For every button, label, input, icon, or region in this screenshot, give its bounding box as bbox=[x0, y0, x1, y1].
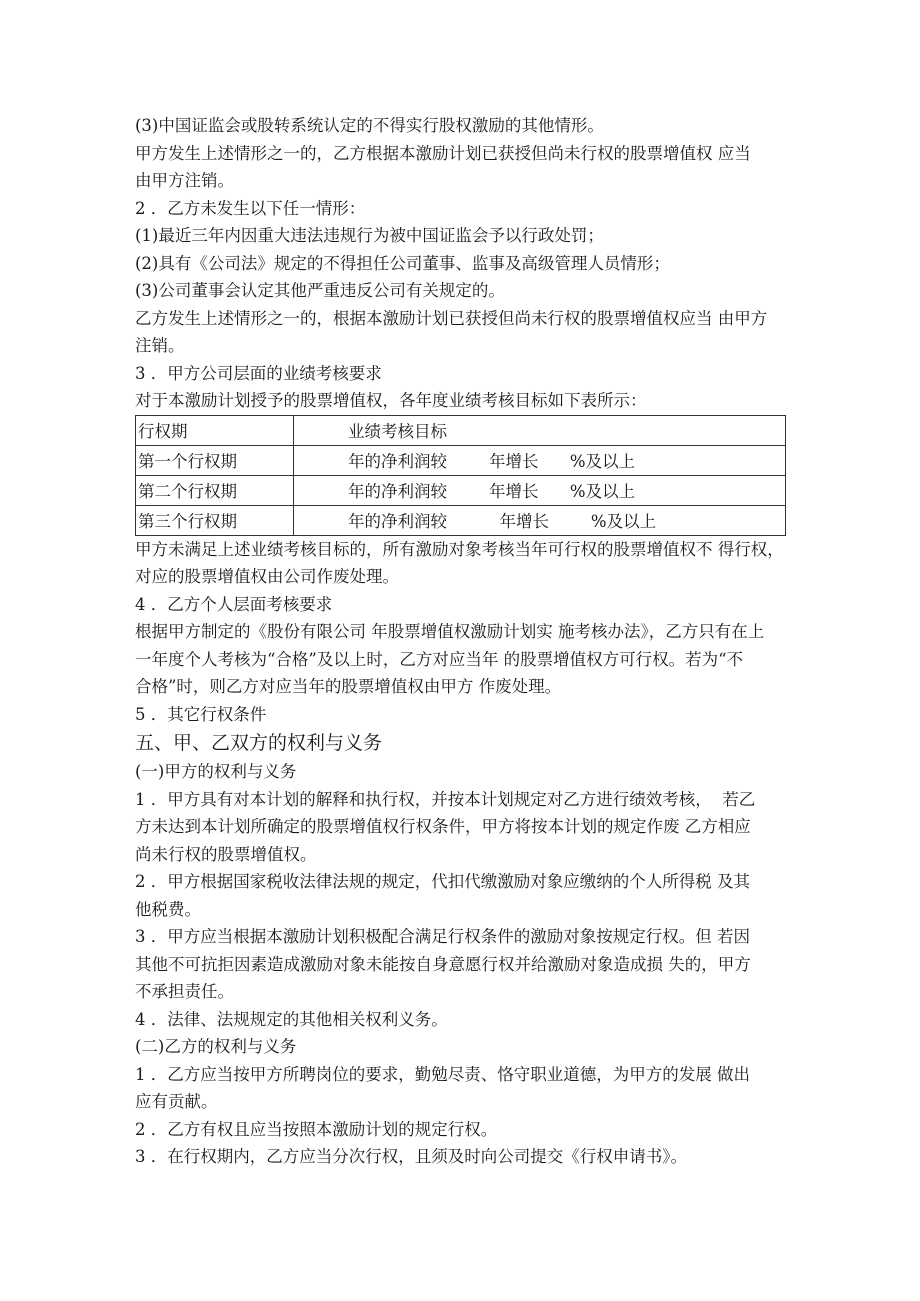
text-line: 2 ．乙方有权且应当按照本激励计划的规定行权。 bbox=[135, 1119, 498, 1139]
text-line: (1)最近三年内因重大违法违规行为被中国证监会予以行政处罚； bbox=[135, 226, 604, 245]
table-cell-period: 第二个行权期 bbox=[136, 475, 294, 505]
text-line: 3 ．在行权期内，乙方应当分次行权，且须及时向公司提交《行权申请书》。 bbox=[135, 1147, 687, 1166]
text-line: (3)公司董事会认定其他严重违反公司有关规定的。 bbox=[135, 281, 505, 300]
text-line: 3 ．甲方公司层面的业绩考核要求 bbox=[135, 363, 382, 383]
performance-target-table bbox=[135, 415, 786, 536]
text-line: 根据甲方制定的《股份有限公司 年股票增值权激励计划实 施考核办法》，乙方只有在上 bbox=[135, 622, 765, 641]
table-cell-target: 年的净利润较 年增长 %及以上 bbox=[294, 475, 786, 505]
text-line: 应有贡献。 bbox=[135, 1092, 218, 1111]
document-content bbox=[135, 112, 795, 1171]
table-header-row bbox=[136, 415, 786, 445]
text-line: 不承担责任。 bbox=[135, 982, 234, 1001]
text-line: 乙方发生上述情形之一的，根据本激励计划已获授但尚未行权的股票增值权应当 由甲方 bbox=[135, 308, 768, 328]
text-line: 4 ．法律、法规规定的其他相关权利义务。 bbox=[135, 1009, 448, 1029]
text-line: 2 ．乙方未发生以下任一情形： bbox=[135, 198, 366, 218]
text-line: (2)具有《公司法》规定的不得担任公司董事、监事及高级管理人员情形； bbox=[135, 253, 670, 273]
table-row bbox=[136, 445, 786, 475]
text-line: 他税费。 bbox=[135, 899, 201, 919]
text-line: 合格”时，则乙方对应当年的股票增值权由甲方 作废处理。 bbox=[135, 677, 562, 696]
text-line: 3 ．甲方应当根据本激励计划积极配合满足行权条件的激励对象按规定行权。但 若因 bbox=[135, 927, 750, 946]
table-cell-target: 年的净利润较 年增长 %及以上 bbox=[294, 505, 786, 535]
text-line: 方未达到本计划所确定的股票增值权行权条件，甲方将按本计划的规定作废 乙方相应 bbox=[135, 817, 751, 836]
text-line: 1 ．甲方具有对本计划的解释和执行权，并按本计划规定对乙方进行绩效考核， 若乙 bbox=[135, 789, 756, 809]
table-header-cell: 业绩考核目标 bbox=[294, 415, 786, 445]
text-line: 甲方发生上述情形之一的，乙方根据本激励计划已获授但尚未行权的股票增值权 应当 bbox=[135, 143, 751, 163]
text-line: (一)甲方的权利与义务 bbox=[135, 762, 297, 781]
text-line: 尚未行权的股票增值权。 bbox=[135, 844, 317, 864]
text-line: 一年度个人考核为“合格”及以上时，乙方对应当年 的股票增值权方可行权。若为“不 bbox=[135, 649, 744, 669]
text-line: 由甲方注销。 bbox=[135, 171, 234, 190]
section-heading: 五、甲、乙双方的权利与义务 bbox=[135, 732, 383, 754]
table-header-cell: 行权期 bbox=[136, 415, 294, 445]
text-line: 对于本激励计划授予的股票增值权，各年度业绩考核目标如下表所示： bbox=[135, 391, 647, 410]
text-line: 2 ．甲方根据国家税收法律法规的规定，代扣代缴激励对象应缴纳的个人所得税 及其 bbox=[135, 872, 750, 891]
text-line: 对应的股票增值权由公司作废处理。 bbox=[135, 567, 399, 586]
text-line: 注销。 bbox=[135, 336, 185, 355]
text-line: 5 ．其它行权条件 bbox=[135, 704, 267, 724]
text-line: (二)乙方的权利与义务 bbox=[135, 1037, 297, 1056]
table-cell-period: 第三个行权期 bbox=[136, 505, 294, 535]
table-row bbox=[136, 475, 786, 505]
text-line: 4 ．乙方个人层面考核要求 bbox=[135, 594, 333, 614]
table-cell-period: 第一个行权期 bbox=[136, 445, 294, 475]
text-line: 其他不可抗拒因素造成激励对象未能按自身意愿行权并给激励对象造成损 失的，甲方 bbox=[135, 954, 751, 974]
table-cell-target: 年的净利润较 年增长 %及以上 bbox=[294, 445, 786, 475]
text-line: 1 ．乙方应当按甲方所聘岗位的要求，勤勉尽责、恪守职业道德，为甲方的发展 做出 bbox=[135, 1064, 750, 1084]
text-line: 甲方未满足上述业绩考核目标的，所有激励对象考核当年可行权的股票增值权不 得行权， bbox=[135, 539, 784, 559]
table-row bbox=[136, 505, 786, 535]
text-line: (3)中国证监会或股转系统认定的不得实行股权激励的其他情形。 bbox=[135, 116, 604, 135]
